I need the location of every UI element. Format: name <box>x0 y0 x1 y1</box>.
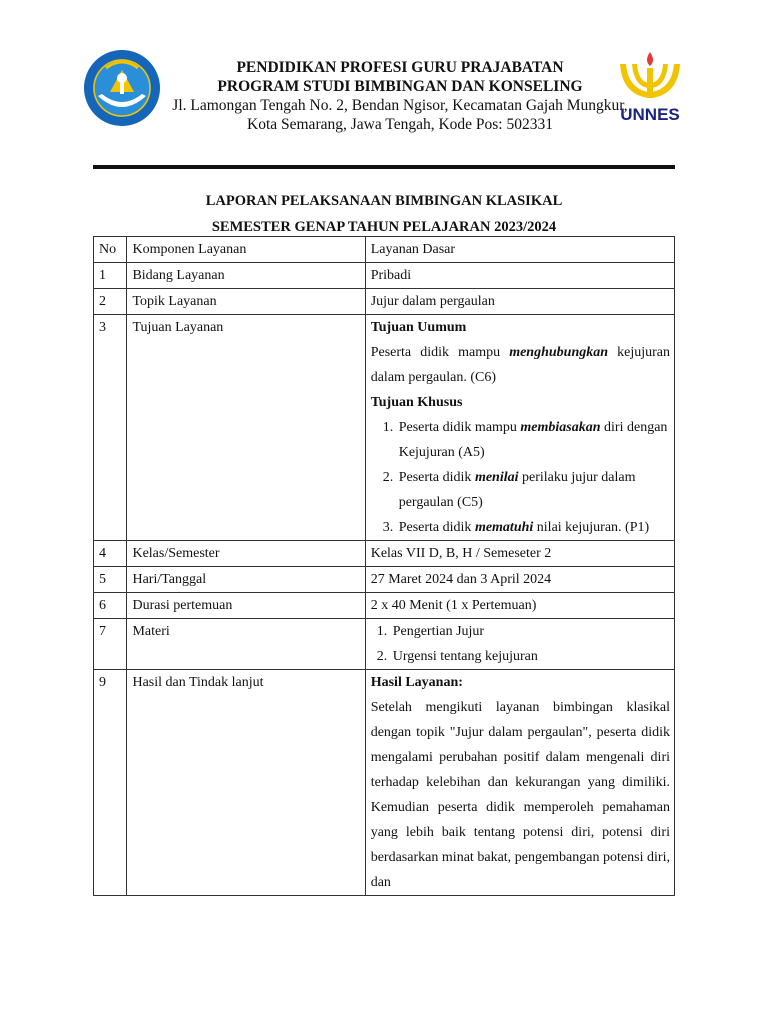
letterhead <box>160 58 640 134</box>
row-component: Topik Layanan <box>127 289 365 315</box>
report-table <box>93 236 675 896</box>
list-item: 2. Urgensi tentang kejujuran <box>391 644 670 669</box>
material-list <box>371 619 670 669</box>
row-component: Hasil dan Tindak lanjut <box>127 670 365 896</box>
list-item: 1. Peserta didik mampu membiasakan diri dengan Kejujuran (A5) <box>397 415 670 465</box>
header-component: Komponen Layanan <box>127 237 365 263</box>
row-value: 2 x 40 Menit (1 x Pertemuan) <box>365 593 674 619</box>
row-value: Pribadi <box>365 263 674 289</box>
table-row <box>94 263 675 289</box>
row-value: Kelas VII D, B, H / Semeseter 2 <box>365 541 674 567</box>
list-item: 3. Peserta didik mematuhi nilai kejujuran. (P1) <box>397 515 670 540</box>
svg-text:UNNES: UNNES <box>620 105 680 124</box>
row-component: Durasi pertemuan <box>127 593 365 619</box>
result-heading: Hasil Layanan: <box>370 675 463 690</box>
unnes-logo <box>612 50 688 128</box>
table-row <box>94 315 675 541</box>
row-value: 27 Maret 2024 dan 3 April 2024 <box>365 567 674 593</box>
row-no: 2 <box>94 289 127 315</box>
institution-line: PENDIDIKAN PROFESI GURU PRAJABATAN <box>236 59 564 76</box>
row-no: 7 <box>94 619 127 670</box>
result-text: Setelah mengikuti layanan bimbingan klasikal dengan topik "Jujur dalam pergaulan", peserta didik mengalami perubahan positif dalam mengenali diri terhadap kelebihan dan kekurangan yang dimiliki. Kemudian peserta didik memperoleh pemahaman yang lebih baik tentang potensi diri, potensi diri berdasarkan minat bakat, pengembangan potensi diri, dan <box>370 700 670 890</box>
row-component: Materi <box>127 619 365 670</box>
header-divider <box>93 165 675 169</box>
row-component: Hari/Tanggal <box>127 567 365 593</box>
title-line-1: LAPORAN PELAKSANAAN BIMBINGAN KLASIKAL <box>205 193 563 209</box>
general-goal-text: Peserta didik mampu menghubungkan kejujuran dalam pergaulan. (C6) <box>370 345 670 385</box>
table-row <box>94 289 675 315</box>
row-component: Tujuan Layanan <box>127 315 365 541</box>
header-value: Layanan Dasar <box>365 237 674 263</box>
list-item: 1. Pengertian Jujur <box>391 619 670 644</box>
general-goal-heading: Tujuan Uumum <box>370 320 467 335</box>
row-no: 3 <box>94 315 127 541</box>
row-no: 4 <box>94 541 127 567</box>
row-value: Jujur dalam pergaulan <box>365 289 674 315</box>
program-line: PROGRAM STUDI BIMBINGAN DAN KONSELING <box>217 78 583 95</box>
table-row <box>94 670 675 896</box>
row-component: Kelas/Semester <box>127 541 365 567</box>
row-value <box>365 670 674 896</box>
specific-goal-heading: Tujuan Khusus <box>370 395 463 410</box>
table-row <box>94 567 675 593</box>
list-item: 2. Peserta didik menilai perilaku jujur dalam pergaulan (C5) <box>397 465 670 515</box>
address-line-2: Kota Semarang, Jawa Tengah, Kode Pos: 502331 <box>247 116 553 133</box>
row-no: 6 <box>94 593 127 619</box>
general-goal-verb: menghubungkan <box>509 345 609 360</box>
header-no: No <box>94 237 127 263</box>
row-value <box>365 315 674 541</box>
table-row <box>94 619 675 670</box>
specific-goal-list <box>371 415 670 540</box>
row-value <box>365 619 674 670</box>
row-component: Bidang Layanan <box>127 263 365 289</box>
table-row <box>94 541 675 567</box>
title-line-2: SEMESTER GENAP TAHUN PELAJARAN 2023/2024 <box>211 219 557 235</box>
address-line-1: Jl. Lamongan Tengah No. 2, Bendan Ngisor, Kecamatan Gajah Mungkur, <box>172 97 628 114</box>
row-no: 9 <box>94 670 127 896</box>
table-header-row <box>94 237 675 263</box>
report-title <box>93 188 675 240</box>
table-row <box>94 593 675 619</box>
row-no: 1 <box>94 263 127 289</box>
row-no: 5 <box>94 567 127 593</box>
tut-wuri-handayani-logo <box>76 48 168 128</box>
